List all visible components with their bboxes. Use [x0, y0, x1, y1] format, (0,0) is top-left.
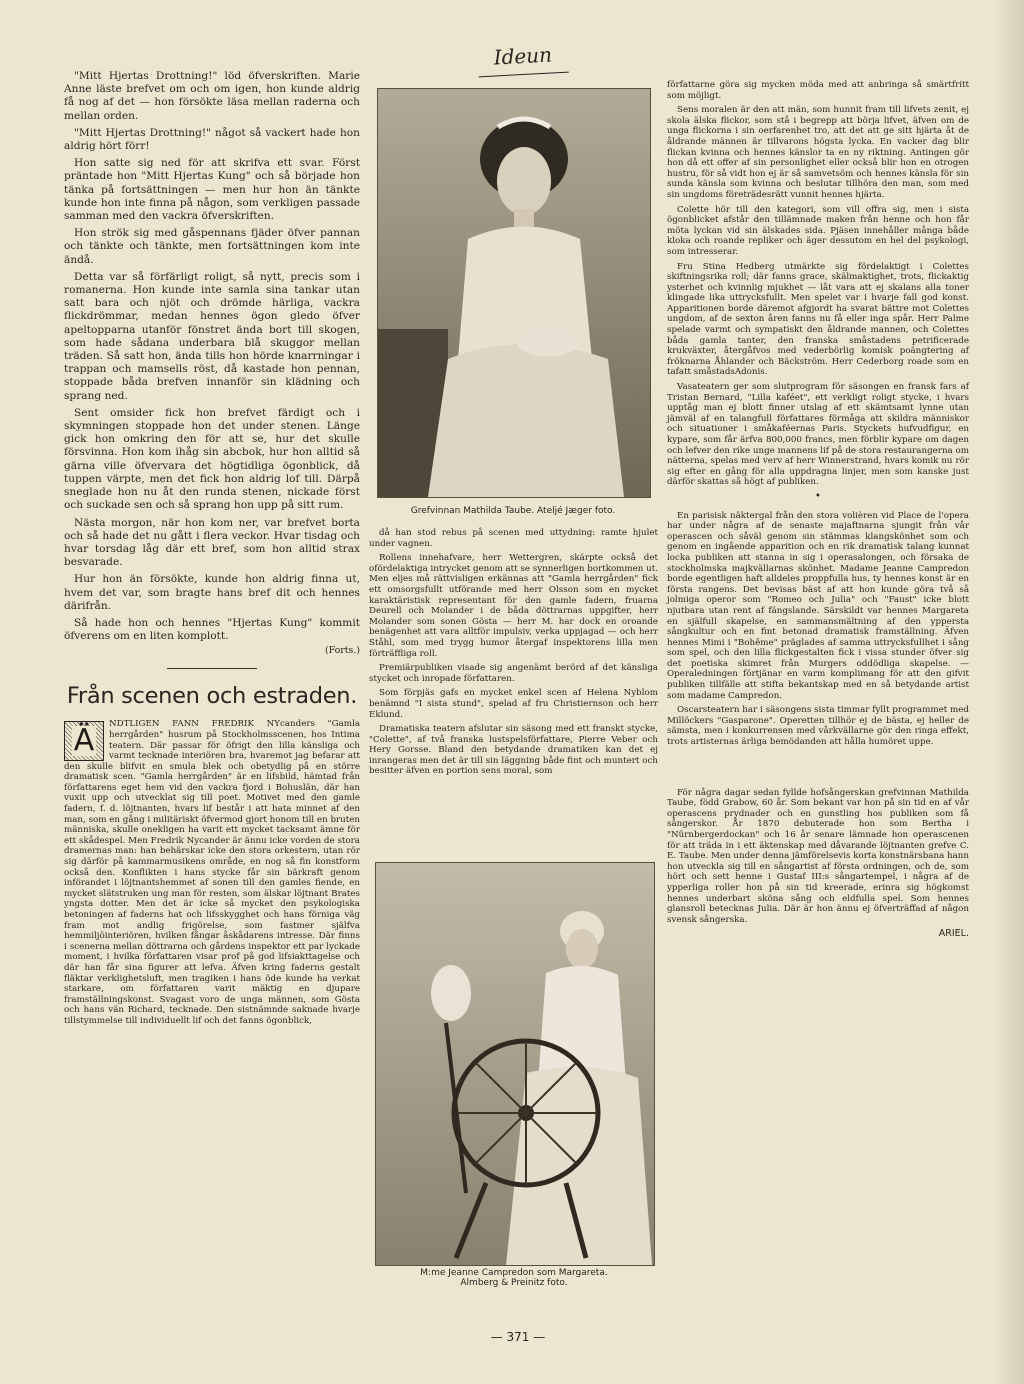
caption-line: M:me Jeanne Campredon som Margareta. [420, 1268, 608, 1278]
review-text [64, 719, 360, 1026]
paragraph: "Mitt Hjertas Drottning!" något så vackert hade hon aldrig hört förr! [64, 126, 360, 153]
portrait-illustration [378, 89, 650, 497]
column-middle [369, 528, 658, 781]
paragraph: En parisisk näktergal från den stora volièren vid Place de l'opera har under några af de senaste majaftnarna sjungit från vår operascen och såväl genom sin stämmas klangskönhet som och genom en ingående apparition och en rik dramatisk talang kunnat locka publiken att stanna in sig i operasalongen, och försaka de stockholmska majkvällarnas skönhet. Madame Jeanne Campredon borde egentligen haft alldeles proppfulla hus, ty hennes konst är en första rangens. Det bevisas bäst af att hon kunde göra två så jolmiga operor som "Romeo och Julia" och "Faust" icke blott njutbara utan rent af fängslande. Särskildt var hennes Margareta en själfull skapelse, en sammansmältning af den yppersta sångkultur och en fint betonad dramatisk framställning. Äfven hennes Mimi i "Bohême" präglades af samma uttrycksfullhet i sång som spel, och den lilla flickgestalten fick i vissa stunder öfver sig det poetiska skimret från Murgers oddödliga skapelse. — Operaledningen förtjänar en varm komplimang för att den gifvit publiken tillfälle att stifta bekantskap med en så betydande artist som madame Campredon. [667, 510, 969, 701]
paragraph: Vasateatern ger som slutprogram för säsongen en fransk fars af Tristan Bernard, "Lilla kaféet", ett verkligt roligt stycke, i hvars upptåg man ej blott finner utslag af ett skämtsamt lynne utan jämväl af en talangfull författares förmåga att skildra människor och situationer i småkaféernas Paris. Styckets hufvudfigur, en kypare, som får ärfva 800,000 francs, men förblir kypare om dagen och lefver den rike unge mannens lif på de stora restaurangerna om nätterna, spelas med verv af herr Winnerstrand, hvars komik nu rör sig efter en gång för alla uppdragna linjer, men som kanske just därför skattas så högt af publiken. [667, 382, 969, 488]
portrait-photo-taube [377, 88, 651, 498]
paragraph: Hon strök sig med gåspennans fjäder öfver pannan och tänkte och tänkte, men fortsättningen kom inte ändå. [64, 227, 360, 266]
spacer [667, 752, 969, 788]
paragraph: Colette hör till den kategori, som vill offra sig, men i sista ögonblicket afstår den tillämnade maken från henne och hon får möta lyckan vid sin älskades sida. Pjäsen innehåller många både kloka och roande repliker och äger dessutom en hel del psykologi, som intresserar. [667, 204, 969, 257]
column-right [667, 80, 969, 940]
caption-line: Almberg & Preinitz foto. [460, 1278, 568, 1288]
section-separator: • [815, 490, 821, 502]
paragraph: Premiärpubliken visade sig angenämt berörd af det känsliga stycket och inropade författaren. [369, 663, 658, 684]
continued-note: (Forts.) [325, 645, 360, 657]
handwritten-signature: Ideun [477, 42, 568, 78]
paragraph: Rollens innehafvare, herr Wettergren, skärpte också det ofördelaktiga intrycket genom att se synnerligen bortkommen ut. Men eljes må rättvisligen erkännas att "Gamla herrgården" fick ett omsorgsfullt utförande med herr Olsson som en mycket karaktäristisk representant för den gamle fadern, fruarna Deurell och Molander i de båda döttrarnas uppgifter, herr Molander som sonen Gösta — herr M. har dock en oroande benägenhet att vara alltför impulsiv, verka uppjagad — och herr Ståhl, som med trygg humor återgaf inspektorens lilla men förträffliga roll. [369, 553, 659, 659]
paragraph: då han stod rebus på scenen med uttydning: ramte hjulet under vagnen. [369, 528, 658, 549]
paragraph: Hon satte sig ned för att skrifva ett svar. Först präntade hon "Mitt Hjertas Kung" och så började hon tänka på fortsättningen — men hur hon än tänkte kunde hon inte finna på någon, som verkligen passade samman med den vackra öfverskriften. [64, 157, 360, 223]
page-number: — 371 — [490, 1330, 546, 1344]
photo-caption-taube: Grefvinnan Mathilda Taube. Ateljé Jæger foto. [410, 506, 616, 516]
paragraph: För några dagar sedan fyllde hofsångerskan grefvinnan Mathilda Taube, född Grabow, 60 år. Som bekant var hon på sin tid en af vår operascens prydnader och en gunstling hos publiken som få sångerskor. År 1870 debuterade hon som Bertha i "Nürnbergerdockan" och 16 år senare lämnade hon operascenen för att träda in i ett äktenskap med dåvarande löjtnanten grefve C. E. Taube. Men under denna jämförelsevis korta konstnärsbana hann hon utveckla sig till en sångartist af första ordningen, och de, som hört och sett henne i Gustaf III:s sångartempel, i några af de ypperliga roller hon på sin tid kreerade, erinra sig högkomst hennes underbart sköna sång och eldfulla spel. Som hennes glansroll betecknas Julia. Där är hon ännu ej öfverträffad af någon svensk sångerska. [667, 787, 969, 925]
column-left [64, 70, 360, 1031]
paragraph: Som förpjäs gafs en mycket enkel scen af Helena Nyblom benämnd "I sista stund", spelad af fru Christiernson och herr Eklund. [369, 688, 658, 720]
photo-caption-campredon [375, 1268, 653, 1288]
photo-campredon-spinning-wheel [375, 862, 655, 1266]
paragraph: Detta var så förfärligt roligt, så nytt, precis som i romanerna. Hon kunde inte samla sina tankar utan satt bara och njöt och drömde härliga, vackra flickdrömmar, medan hennes ögon gledo öfver apeltopparna utanför fönstret ända bort till skogen, som hade sådana underbara blå skuggor mellan träden. Så satt hon, ända tills hon hörde knarrningar i trappan och mamsells röst, då kastade hon pennan, stoppade båda brefven innanför sin klädning och sprang ned. [64, 270, 360, 402]
story-continuation [64, 70, 360, 643]
divider [167, 668, 257, 669]
paragraph: Sent omsider fick hon brefvet färdigt och i skymningen stoppade hon det under stenen. Länge gick hon omkring den för att se, hur det skulle försvinna. Hon kom ihåg sin abcbok, hur hon alltid så gärna ville öfvervara det högtidliga ögonblick, då tuppen värpte, men det fick hon aldrig lof till. Därpå sneglade hon nu åt den runda stenen, nickade först och suckade sen och så sprang hon upp på sitt rum. [64, 406, 360, 512]
paragraph: Dramatiska teatern afslutar sin säsong med ett franskt stycke, "Colette", af två franska lustspelsförfattare, Pierre Veber och Hery Gorsse. Bland den betydande dramatiken kan det ej inrangeras men det är till sin läggning både fint och muntert och besitter äfven en portion sens moral, som [369, 724, 658, 777]
paragraph: Hur hon än försökte, kunde hon aldrig finna ut, hvem det var, som bragte hans bref dit och hennes därifrån. [64, 573, 360, 612]
paragraph: Oscarsteatern har i säsongens sista timmar fyllt programmet med Millöckers "Gasparone". Operetten tillhör ej de bästa, ej heller de sämsta, men i konkurrensen med vårkvällarne gör den ringa effekt, trots artisternas ärliga bemödanden att hålla humöret uppe. [667, 705, 969, 748]
paragraph: NDTLIGEN FANN FREDRIK NYcanders "Gamla herrgården" husrum på Stockholmsscenen, hos Intima teatern. Där passar för öfrigt den lilla känsliga och varmt tecknade interiören bra, hvaremot jag befarar att den skulle blifvit en smula blek och obetydlig på en större dramatisk scen. "Gamla herrgården" är en lifsbild, hämtad från författarens eget hem vid den vackra fjord i Bohuslän, där han vuxit upp och utvecklat sig till poet. Motivet med den gamle fadern, f. d. löjtnanten, hvars lif består i att hata minnet af den man, som en gång i militäriskt öfvermod gjort honom till en bruten människa, skulle onekligen ha varit ett mycket tacksamt ämne för ett skådespel. Men Fredrik Nycander är ännu icke vorden de stora dramernas man: han behärskar icke den stora orkestern, utan rör sig därför på kammarmusikens område, en nog så fin konstform också den. Konflikten i hans stycke får sin bärkraft genom införandet i löjtnantshemmet af sonen till den gamles fiende, en mycket slätstruken ung man för resten, som älskar löjtnant Brates yngsta dotter. Men det är icke så mycket den psykologiska betoningen af faderns hat och lifsskygghet och hans förniga väg fram mot andlig frigörelse, som fastmer själfva hemmiljöinteriören, hvilken fångar åskådarens intresse. Där finns i scenerna mellan döttrarna och gårdens inspektor ett par lyckade moment, i hvilka författaren visar prof på god lifsiakttagelse och där han får sina figurer att lefva. Äfven kring faderns gestalt fläktar verklighetsluft, men tragiken i hans öde kunde ha verkat starkare, om författaren varit mäktig en djupare framställningskonst. Svagast voro de unga männen, som Gösta och hans vän Richard, tecknade. Den sistnämnde saknade hvarje tillstymmelse till individuellt lif och det fanns ögonblick, [64, 719, 360, 1026]
paragraph: Fru Stina Hedberg utmärkte sig fördelaktigt i Colettes skiftningsrika roll; där fanns grace, skälmaktighet, trots, flickaktig ysterhet och kvinnlig mjukhet — låt vara att ej skalans alla toner klingade lika uttrycksfullt. Men spelet var i hvarje fall god konst. Apparitionen borde däremot afgjordt ha svarat bättre mot Colettes ungdom, af de sexton åren fanns nu få eller inga spår. Herr Palme spelade varmt och sympatiskt den åldrande mannen, och Colettes båda gamla tanter, den franska småstadens petrificerade krukväxter, återgåfvos med vederbörlig komisk poängtering af fröknarna Åhlander och Bäckström. Herr Cederborg roade som en tafatt småstadsAdonis. [667, 261, 969, 378]
paragraph: författarne göra sig mycken möda med att anbringa så smärtfritt som möjligt. [667, 80, 969, 101]
author-signature: ARIEL. [938, 928, 969, 940]
section-heading: Från scenen och estraden. [66, 683, 358, 710]
spinning-wheel-illustration [376, 863, 654, 1265]
drop-cap: Ä [64, 721, 104, 761]
paragraph: Nästa morgon, när hon kom ner, var brefvet borta och så hade det nu gått i flera veckor. Hvar tisdag och hvar torsdag låg där ett bref, som hon alltid strax besvarade. [64, 516, 360, 569]
paragraph: "Mitt Hjertas Drottning!" löd öfverskriften. Marie Anne läste brefvet om och om igen, hon kunde aldrig få nog af det — hon försökte läsa mellan raderna och mellan orden. [64, 70, 360, 122]
paragraph: Sens moralen är den att män, som hunnit fram till lifvets zenit, ej skola älska flickor, som stå i begrepp att börja lifvet, äfven om de unga flickorna i sin oerfarenhet tro, att det att ge sitt hjärta åt de åldrande männen är tillvarons högsta lycka. En vacker dag blir flickan kvinna och hennes känslor ta en ny riktning. Antingen gör hon då ett offer af sin personlighet eller också blir hon en otrogen hustru, för så vidt hon ej är så samvetsöm och hennes känsla för sin sunda känsla som kvinna och beslutar tillhöra den man, som med sin ungdoms företrädesrätt vunnit hennes hjärta. [667, 105, 969, 200]
paragraph: Så hade hon och hennes "Hjertas Kung" kommit öfverens om en liten komplott. [64, 616, 360, 643]
